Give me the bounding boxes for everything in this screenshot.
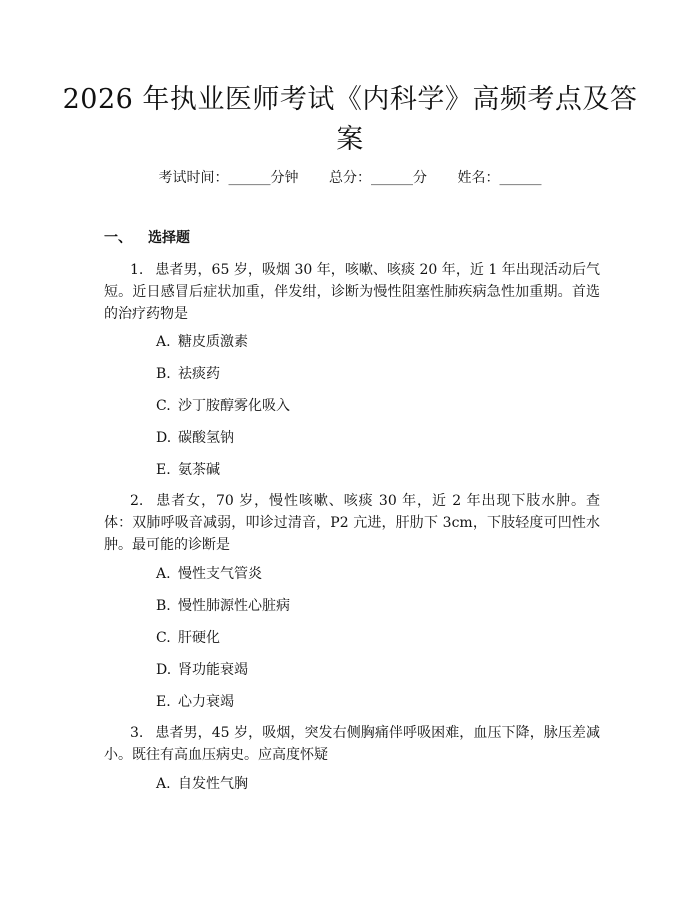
question-number: 1. <box>130 262 144 278</box>
section-heading <box>104 228 190 248</box>
option-text: 慢性肺源性心脏病 <box>178 598 290 614</box>
option-label: E. <box>156 462 171 478</box>
exam-total-score: 总分：______分 <box>329 170 427 186</box>
question-3 <box>104 722 600 766</box>
option-label: A. <box>156 334 171 350</box>
question-text: 患者女，70 岁，慢性咳嗽、咳痰 30 年，近 2 年出现下肢水肿。查体：双肺呼吸音减弱，叩诊过清音，P2 亢进，肝肋下 3cm，下肢轻度可凹性水肿。最可能的诊断是 <box>104 493 600 553</box>
exam-name-field: 姓名：______ <box>457 170 542 186</box>
q2-option-a <box>156 564 262 584</box>
option-text: 心力衰竭 <box>178 694 234 710</box>
option-text: 糖皮质激素 <box>178 334 248 350</box>
q1-option-d <box>156 428 234 448</box>
question-number: 2. <box>130 493 144 509</box>
q1-option-c <box>156 396 290 416</box>
option-text: 氨茶碱 <box>178 462 220 478</box>
section-title: 选择题 <box>148 230 190 246</box>
question-number: 3. <box>130 725 144 741</box>
q2-option-e <box>156 692 234 712</box>
q3-option-a <box>156 774 248 794</box>
question-text: 患者男，65 岁，吸烟 30 年，咳嗽、咳痰 20 年，近 1 年出现活动后气短。近日感冒后症状加重，伴发绀，诊断为慢性阻塞性肺疾病急性加重期。首选的治疗药物是 <box>104 262 600 322</box>
question-1 <box>104 259 600 325</box>
question-text: 患者男，45 岁，吸烟，突发右侧胸痛伴呼吸困难，血压下降，脉压差减小。既往有高血压病史。应高度怀疑 <box>104 725 600 763</box>
document-title: 2026 年执业医师考试《内科学》高频考点及答案 <box>62 84 638 155</box>
option-label: C. <box>156 398 171 414</box>
option-text: 碳酸氢钠 <box>178 430 234 446</box>
option-text: 慢性支气管炎 <box>178 566 262 582</box>
exam-time: 考试时间：______分钟 <box>158 170 299 186</box>
option-text: 肝硬化 <box>178 630 220 646</box>
option-label: B. <box>156 598 171 614</box>
q2-option-d <box>156 660 248 680</box>
option-label: E. <box>156 694 171 710</box>
option-text: 祛痰药 <box>178 366 220 382</box>
option-label: D. <box>156 662 172 678</box>
q2-option-c <box>156 628 220 648</box>
option-text: 自发性气胸 <box>178 776 248 792</box>
option-label: A. <box>156 566 171 582</box>
option-label: C. <box>156 630 171 646</box>
option-label: A. <box>156 776 171 792</box>
q1-option-a <box>156 332 248 352</box>
q2-option-b <box>156 596 290 616</box>
option-label: B. <box>156 366 171 382</box>
q1-option-e <box>156 460 220 480</box>
option-text: 肾功能衰竭 <box>178 662 248 678</box>
q1-option-b <box>156 364 220 384</box>
section-number: 一、 <box>104 230 132 246</box>
exam-meta <box>0 168 700 188</box>
option-text: 沙丁胺醇雾化吸入 <box>178 398 290 414</box>
question-2 <box>104 490 600 556</box>
option-label: D. <box>156 430 172 446</box>
